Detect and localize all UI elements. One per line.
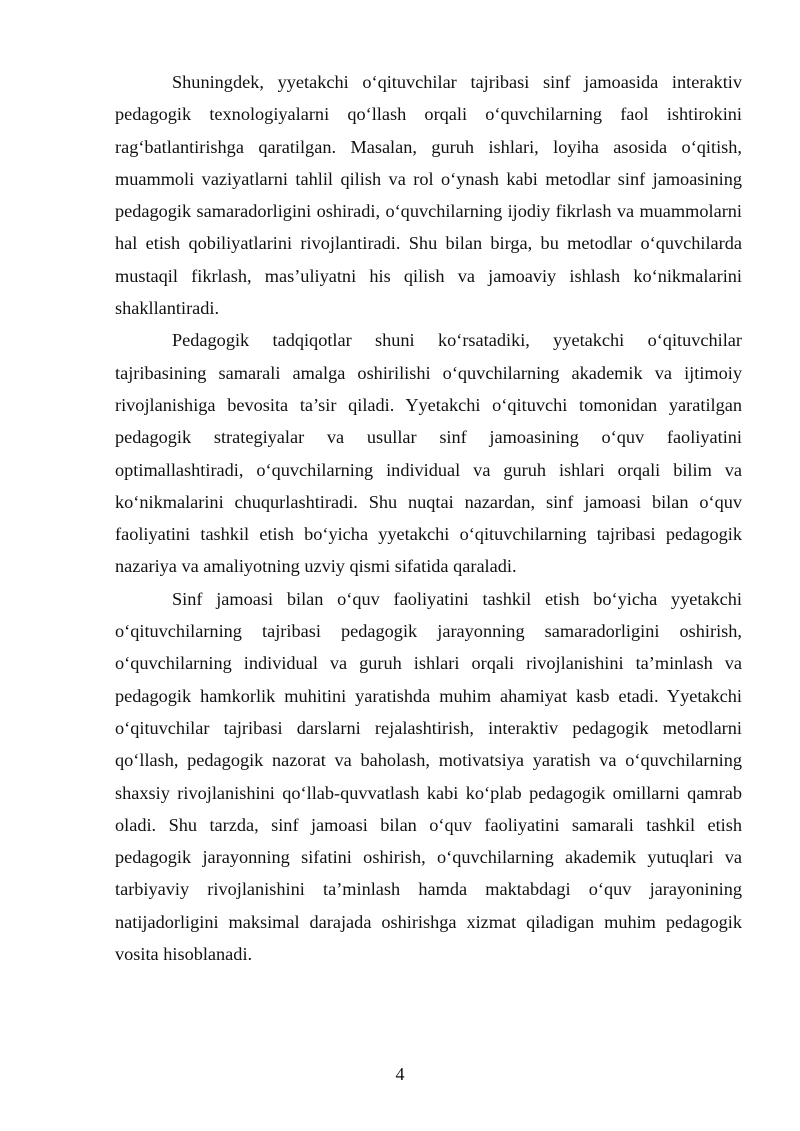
page-number: 4: [395, 1064, 405, 1084]
document-page: [115, 66, 742, 970]
paragraph-2: Pedagogik tadqiqotlar shuni ko‘rsatadiki, yyetakchi o‘qituvchilar tajribasining samarali amalga oshirilishi o‘quvchilarning akademik va ijtimoiy rivojlanishiga bevosita ta’sir qiladi. Yyetakchi o‘qituvchi tomonidan yaratilgan pedagogik strategiyalar va usullar sinf jamoasining o‘quv faoliyatini optimallashtiradi, o‘quvchilarning individual va guruh ishlari orqali bilim va ko‘nikmalarini chuqurlashtiradi. Shu nuqtai nazardan, sinf jamoasi bilan o‘quv faoliyatini tashkil etish bo‘yicha yyetakchi o‘qituvchilarning tajribasi pedagogik nazariya va amaliyotning uzviy qismi sifatida qaraladi.: [115, 330, 742, 577]
paragraph-3: Sinf jamoasi bilan o‘quv faoliyatini tashkil etish bo‘yicha yyetakchi o‘qituvchilarning tajribasi pedagogik jarayonning samaradorligini oshirish, o‘quvchilarning individual va guruh ishlari orqali rivojlanishini ta’minlash va pedagogik hamkorlik muhitini yaratishda muhim ahamiyat kasb etadi. Yyetakchi o‘qituvchilar tajribasi darslarni rejalashtirish, interaktiv pedagogik metodlarni qo‘llash, pedagogik nazorat va baholash, motivatsiya yaratish va o‘quvchilarning shaxsiy rivojlanishini qo‘llab-quvvatlash kabi ko‘plab pedagogik omillarni qamrab oladi. Shu tarzda, sinf jamoasi bilan o‘quv faoliyatini samarali tashkil etish pedagogik jarayonning sifatini oshirish, o‘quvchilarning akademik yutuqlari va tarbiyaviy rivojlanishini ta’minlash hamda maktabdagi o‘quv jarayonining natijadorligini maksimal darajada oshirishga xizmat qiladigan muhim pedagogik vosita hisoblanadi.: [115, 588, 742, 965]
paragraph-1: Shuningdek, yyetakchi o‘qituvchilar tajribasi sinf jamoasida interaktiv pedagogik texnologiyalarni qo‘llash orqali o‘quvchilarning faol ishtirokini rag‘batlantirishga qaratilgan. Masalan, guruh ishlari, loyiha asosida o‘qitish, muammoli vaziyatlarni tahlil qilish va rol o‘ynash kabi metodlar sinf jamoasining pedagogik samaradorligini oshiradi, o‘quvchilarning ijodiy fikrlash va muammolarni hal etish qobiliyatlarini rivojlantiradi. Shu bilan birga, bu metodlar o‘quvchilarda mustaqil fikrlash, mas’uliyatni his qilish va jamoaviy ishlash ko‘nikmalarini shakllantiradi.: [115, 72, 742, 319]
